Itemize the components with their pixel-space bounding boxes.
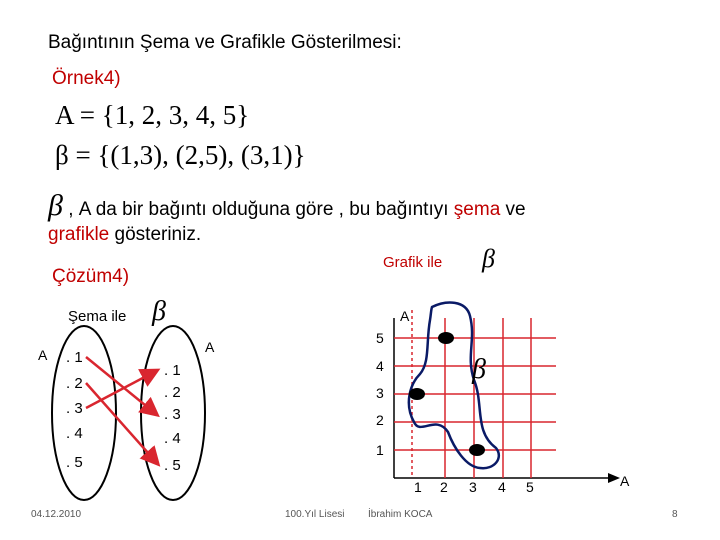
left-set-name: A [38, 347, 48, 363]
left-element-3: . 3 [66, 400, 83, 417]
task-line-2-text: gösteriniz. [109, 224, 202, 245]
task-keyword-schema: şema [453, 199, 501, 220]
y-tick-5: 5 [376, 330, 384, 346]
point-3-1 [469, 444, 485, 456]
right-element-3: . 3 [164, 406, 181, 423]
x-tick-2: 2 [440, 479, 448, 495]
left-element-4: . 4 [66, 425, 83, 442]
solution-label: Çözüm4) [52, 266, 130, 287]
x-axis-name: A [620, 473, 630, 489]
example-label: Örnek4) [52, 68, 121, 89]
left-element-5: . 5 [66, 454, 83, 471]
y-tick-3: 3 [376, 385, 384, 401]
relation-enclosure-curve [409, 303, 499, 469]
x-tick-3: 3 [469, 479, 477, 495]
task-keyword-graph: grafikle [48, 224, 110, 245]
left-element-2: . 2 [66, 375, 83, 392]
graph-label: Grafik ile [383, 254, 443, 271]
x-tick-1: 1 [414, 479, 422, 495]
task-line-1-end: ve [500, 199, 526, 220]
footer-author: İbrahim KOCA [368, 509, 433, 520]
y-axis-name: A [400, 308, 410, 324]
x-tick-5: 5 [526, 479, 534, 495]
relation-definition: β = {(1,3), (2,5), (3,1)} [55, 140, 306, 170]
y-tick-1: 1 [376, 442, 384, 458]
x-tick-4: 4 [498, 479, 506, 495]
right-set-name: A [205, 339, 215, 355]
x-axis-arrowhead [608, 473, 620, 483]
y-tick-4: 4 [376, 358, 384, 374]
graph-beta-symbol: β [482, 244, 495, 273]
footer-school: 100.Yıl Lisesi [285, 509, 345, 520]
slide-title: Bağıntının Şema ve Grafikle Gösterilmesi: [48, 32, 402, 53]
arrow-3-to-1 [86, 371, 156, 408]
graph-inner-beta: β [472, 354, 486, 385]
point-2-5 [438, 332, 454, 344]
footer-page-number: 8 [672, 509, 678, 520]
right-element-2: . 2 [164, 384, 181, 401]
right-element-1: . 1 [164, 362, 181, 379]
arrow-2-to-5 [86, 383, 157, 463]
schema-beta-symbol: β [152, 296, 166, 327]
y-tick-2: 2 [376, 412, 384, 428]
left-set-oval [52, 326, 116, 500]
beta-symbol: β [48, 189, 63, 222]
left-element-1: . 1 [66, 349, 83, 366]
task-line-1-text: , A da bir bağıntı olduğuna göre , bu bağıntıyı [68, 199, 454, 220]
schema-label: Şema ile [68, 308, 127, 325]
footer-date: 04.12.2010 [31, 509, 82, 520]
right-element-4: . 4 [164, 430, 181, 447]
point-1-3 [409, 388, 425, 400]
set-a-definition: A = {1, 2, 3, 4, 5} [55, 100, 250, 130]
right-element-5: . 5 [164, 457, 181, 474]
